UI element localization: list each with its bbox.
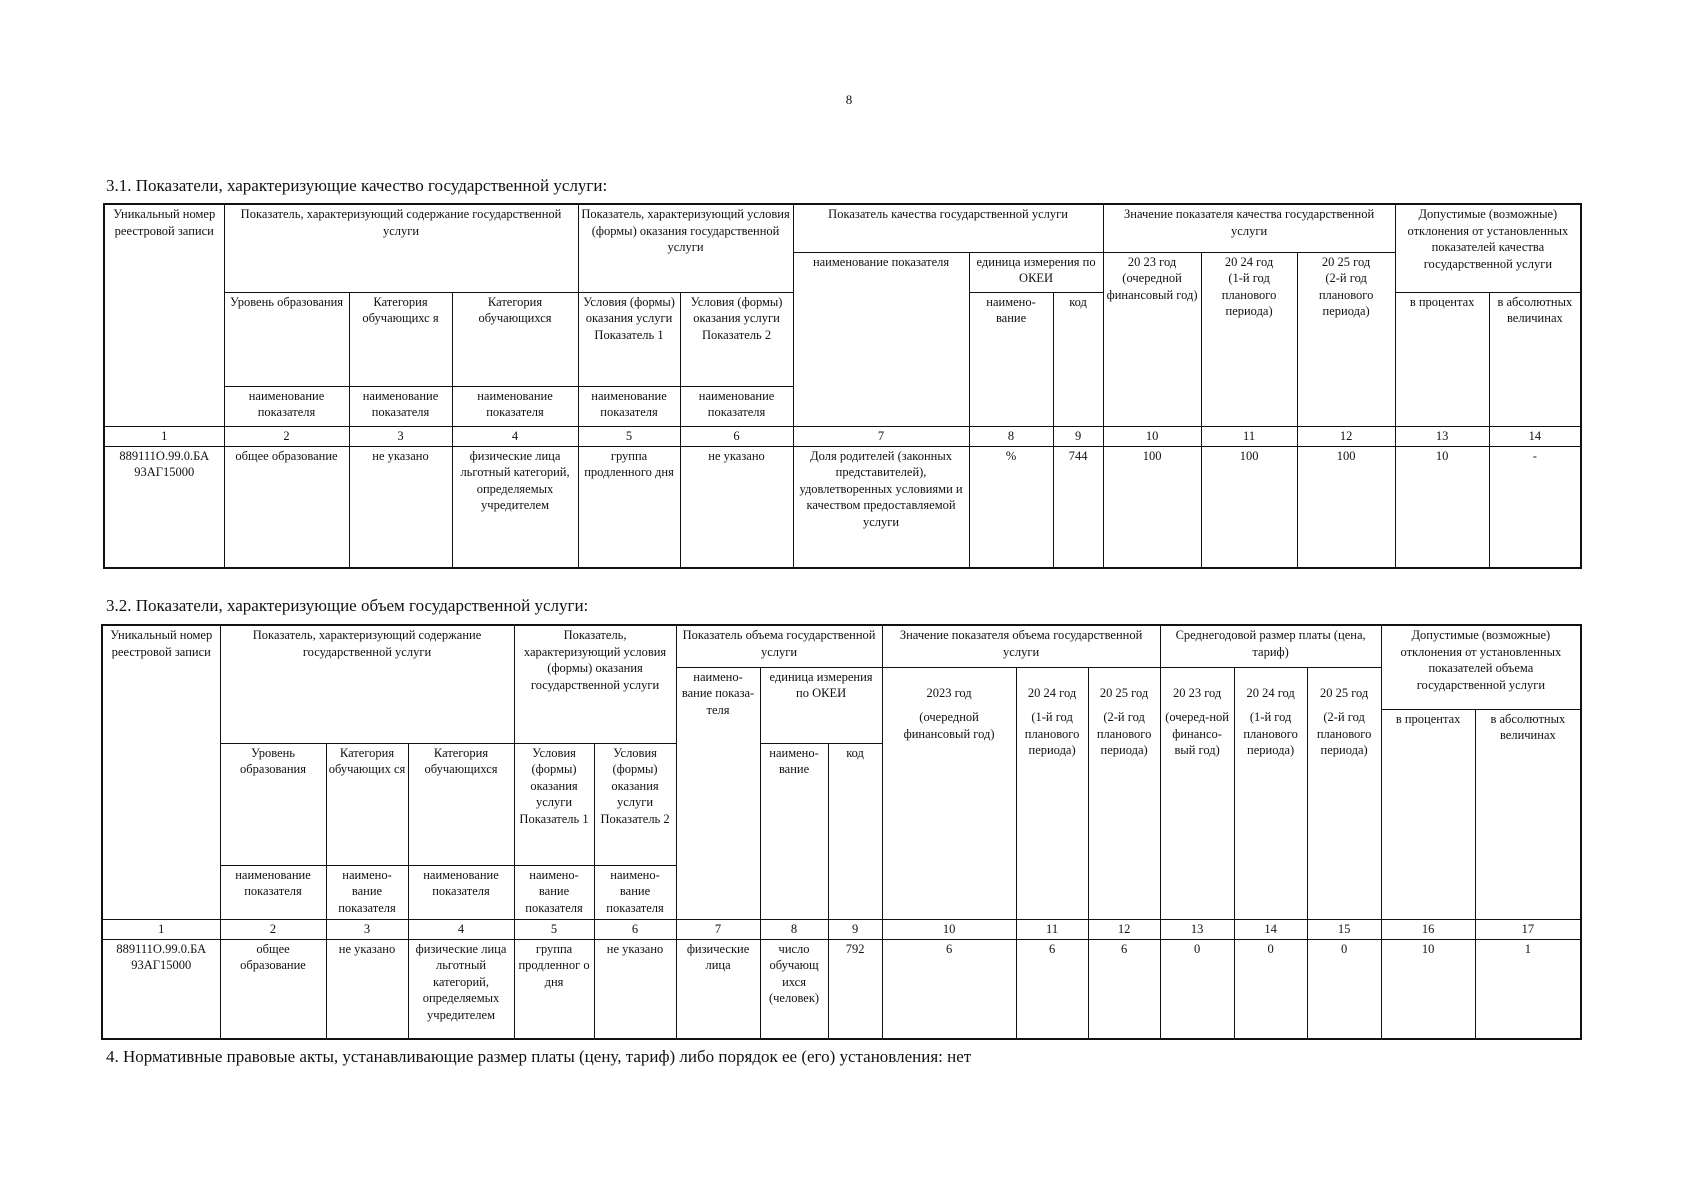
header-name-caption: наименование показателя (224, 386, 349, 426)
header-category-1: Категория обучающих ся (326, 743, 408, 865)
year-label: 2023 год (926, 685, 972, 700)
header-vol-year-2024 (1016, 667, 1088, 919)
header-vol-year-2023 (882, 667, 1016, 919)
row-dev-percent: 10 (1395, 446, 1489, 568)
column-number: 7 (793, 426, 969, 446)
header-level: Уровень образования (224, 292, 349, 386)
year-label: 20 23 год (1127, 254, 1177, 269)
column-number: 6 (594, 919, 676, 939)
row-unit-code: 792 (828, 939, 882, 1039)
year-label: 20 24 год (1246, 685, 1295, 700)
row-category-1: не указано (349, 446, 452, 568)
column-number: 12 (1088, 919, 1160, 939)
header-conditions-1: Условия (формы) оказания услуги Показатель 1 (514, 743, 594, 865)
row-category-1: не указано (326, 939, 408, 1039)
header-unique-number: Уникальный номер реестровой записи (104, 204, 224, 426)
column-number: 3 (326, 919, 408, 939)
row-unit-name: число обучающ ихся (человек) (760, 939, 828, 1039)
row-level: общее образование (224, 446, 349, 568)
page-number: 8 (845, 92, 853, 107)
row-conditions-1: группа продленног о дня (514, 939, 594, 1039)
section-3-2-title: 3.2. Показатели, характеризующие объем государственной услуги: (106, 596, 589, 615)
column-number: 5 (514, 919, 594, 939)
row-fee-2023: 0 (1160, 939, 1234, 1039)
column-number: 5 (578, 426, 680, 446)
header-okei-name: наимено-вание (969, 292, 1053, 426)
header-category-1: Категория обучающихс я (349, 292, 452, 386)
header-in-percent: в процентах (1381, 709, 1475, 919)
row-value-2023: 100 (1103, 446, 1201, 568)
column-number: 12 (1297, 426, 1395, 446)
header-category-2: Категория обучающихся (452, 292, 578, 386)
column-number: 3 (349, 426, 452, 446)
row-indicator: Доля родителей (законных представителей), удовлетворенных условиями и качеством предоставляемой услуги (793, 446, 969, 568)
section-4-text: 4. Нормативные правовые акты, устанавливающие размер платы (цену, тариф) либо порядок ее (его) установления: нет (106, 1047, 972, 1066)
header-deviations: Допустимые (возможные) отклонения от установленных показателей объема государственной услуги (1381, 625, 1581, 709)
year-sublabel: (очередной финансовый год) (903, 710, 995, 741)
year-label: 20 25 год (1099, 685, 1149, 700)
quality-indicators-table (103, 203, 1582, 569)
header-volume-indicator: Показатель объема государственной услуги (676, 625, 882, 667)
header-name-caption: наименование показателя (349, 386, 452, 426)
row-conditions-1: группа продленного дня (578, 446, 680, 568)
column-number: 8 (760, 919, 828, 939)
row-category-2: физические лица льготный категорий, определяемых учредителем (408, 939, 514, 1039)
header-quality-indicator: Показатель качества государственной услуги (793, 204, 1103, 252)
row-vol-2023: 6 (882, 939, 1016, 1039)
section-3-1-title: 3.1. Показатели, характеризующие качество государственной услуги: (106, 176, 608, 195)
row-code: 889111О.99.0.БА 93АГ15000 (102, 939, 220, 1039)
header-name-caption: наименование показателя (220, 865, 326, 919)
column-number: 2 (220, 919, 326, 939)
year-sublabel: (2-й год планового периода) (1318, 271, 1374, 318)
header-level: Уровень образования (220, 743, 326, 865)
row-dev-absolute: 1 (1475, 939, 1581, 1039)
column-number: 13 (1395, 426, 1489, 446)
header-avg-fee: Среднегодовой размер платы (цена, тариф) (1160, 625, 1381, 667)
column-number: 11 (1016, 919, 1088, 939)
header-content-indicator: Показатель, характеризующий содержание государственной услуги (224, 204, 578, 292)
row-category-2: физические лица льготный категорий, определяемых учредителем (452, 446, 578, 568)
row-dev-percent: 10 (1381, 939, 1475, 1039)
year-sublabel: (2-й год планового периода) (1096, 710, 1152, 757)
header-content-indicator: Показатель, характеризующий содержание государственной услуги (220, 625, 514, 743)
header-conditions-2: Условия (формы) оказания услуги Показатель 2 (680, 292, 793, 386)
row-conditions-2: не указано (680, 446, 793, 568)
column-number: 16 (1381, 919, 1475, 939)
header-name-caption: наимено-вание показателя (594, 865, 676, 919)
header-conditions-indicator: Показатель, характеризующий условия (формы) оказания государственной услуги (514, 625, 676, 743)
header-year-2024 (1201, 252, 1297, 426)
header-indicator-name: наименование показателя (793, 252, 969, 426)
header-name-caption: наимено-вание показателя (514, 865, 594, 919)
header-okei-unit: единица измерения по ОКЕИ (969, 252, 1103, 292)
header-okei-unit: единица измерения по ОКЕИ (760, 667, 882, 743)
header-in-absolute: в абсолютных величинах (1489, 292, 1581, 426)
column-number: 1 (104, 426, 224, 446)
year-label: 20 23 год (1172, 685, 1222, 700)
row-value-2024: 100 (1201, 446, 1297, 568)
column-number: 8 (969, 426, 1053, 446)
row-conditions-2: не указано (594, 939, 676, 1039)
row-indicator: физические лица (676, 939, 760, 1039)
header-name-caption: наименование показателя (680, 386, 793, 426)
row-unit-code: 744 (1053, 446, 1103, 568)
column-number: 4 (408, 919, 514, 939)
header-volume-value: Значение показателя объема государственной услуги (882, 625, 1160, 667)
row-dev-absolute: - (1489, 446, 1581, 568)
header-indicator-name: наимено-вание показа-теля (676, 667, 760, 919)
column-number: 14 (1489, 426, 1581, 446)
year-sublabel: (1-й год планового периода) (1221, 271, 1277, 318)
header-fee-year-2023 (1160, 667, 1234, 919)
header-in-absolute: в абсолютных величинах (1475, 709, 1581, 919)
header-quality-value: Значение показателя качества государственной услуги (1103, 204, 1395, 252)
header-conditions-1: Условия (формы) оказания услуги Показатель 1 (578, 292, 680, 386)
column-number: 7 (676, 919, 760, 939)
row-unit-name: % (969, 446, 1053, 568)
column-number: 11 (1201, 426, 1297, 446)
header-year-2025 (1297, 252, 1395, 426)
header-fee-year-2025 (1307, 667, 1381, 919)
row-fee-2024: 0 (1234, 939, 1307, 1039)
header-fee-year-2024 (1234, 667, 1307, 919)
year-label: 20 24 год (1224, 254, 1274, 269)
header-okei-code: код (1053, 292, 1103, 426)
row-vol-2024: 6 (1016, 939, 1088, 1039)
header-year-2023 (1103, 252, 1201, 426)
year-sublabel: (очеред-ной финансо-вый год) (1165, 710, 1229, 757)
header-name-caption: наименование показателя (578, 386, 680, 426)
column-number: 15 (1307, 919, 1381, 939)
column-number: 13 (1160, 919, 1234, 939)
year-label: 20 25 год (1319, 685, 1369, 700)
column-number: 10 (1103, 426, 1201, 446)
header-name-caption: наимено-вание показателя (326, 865, 408, 919)
header-unique-number: Уникальный номер реестровой записи (102, 625, 220, 919)
column-number-row (102, 919, 1581, 939)
column-number-row (104, 426, 1581, 446)
year-label: 20 24 год (1027, 685, 1077, 700)
header-name-caption: наименование показателя (408, 865, 514, 919)
header-conditions-indicator: Показатель, характеризующий условия (формы) оказания государственной услуги (578, 204, 793, 292)
column-number: 1 (102, 919, 220, 939)
column-number: 14 (1234, 919, 1307, 939)
header-okei-code: код (828, 743, 882, 919)
table-row (104, 446, 1581, 568)
row-vol-2025: 6 (1088, 939, 1160, 1039)
year-label: 20 25 год (1321, 254, 1371, 269)
header-in-percent: в процентах (1395, 292, 1489, 426)
column-number: 6 (680, 426, 793, 446)
row-value-2025: 100 (1297, 446, 1395, 568)
header-vol-year-2025 (1088, 667, 1160, 919)
header-category-2: Категория обучающихся (408, 743, 514, 865)
column-number: 17 (1475, 919, 1581, 939)
year-sublabel: (очередной финансовый год) (1106, 271, 1198, 302)
year-sublabel: (1-й год планового периода) (1243, 710, 1298, 757)
header-conditions-2: Условия (формы) оказания услуги Показатель 2 (594, 743, 676, 865)
header-name-caption: наименование показателя (452, 386, 578, 426)
header-deviations: Допустимые (возможные) отклонения от установленных показателей качества государственной услуги (1395, 204, 1581, 292)
volume-indicators-table (101, 624, 1582, 1040)
column-number: 2 (224, 426, 349, 446)
header-okei-name: наимено-вание (760, 743, 828, 919)
column-number: 9 (828, 919, 882, 939)
row-code: 889111О.99.0.БА 93АГ15000 (104, 446, 224, 568)
year-sublabel: (2-й год планового периода) (1316, 710, 1372, 757)
column-number: 4 (452, 426, 578, 446)
table-row (102, 939, 1581, 1039)
row-fee-2025: 0 (1307, 939, 1381, 1039)
column-number: 9 (1053, 426, 1103, 446)
column-number: 10 (882, 919, 1016, 939)
year-sublabel: (1-й год планового периода) (1024, 710, 1080, 757)
row-level: общее образование (220, 939, 326, 1039)
